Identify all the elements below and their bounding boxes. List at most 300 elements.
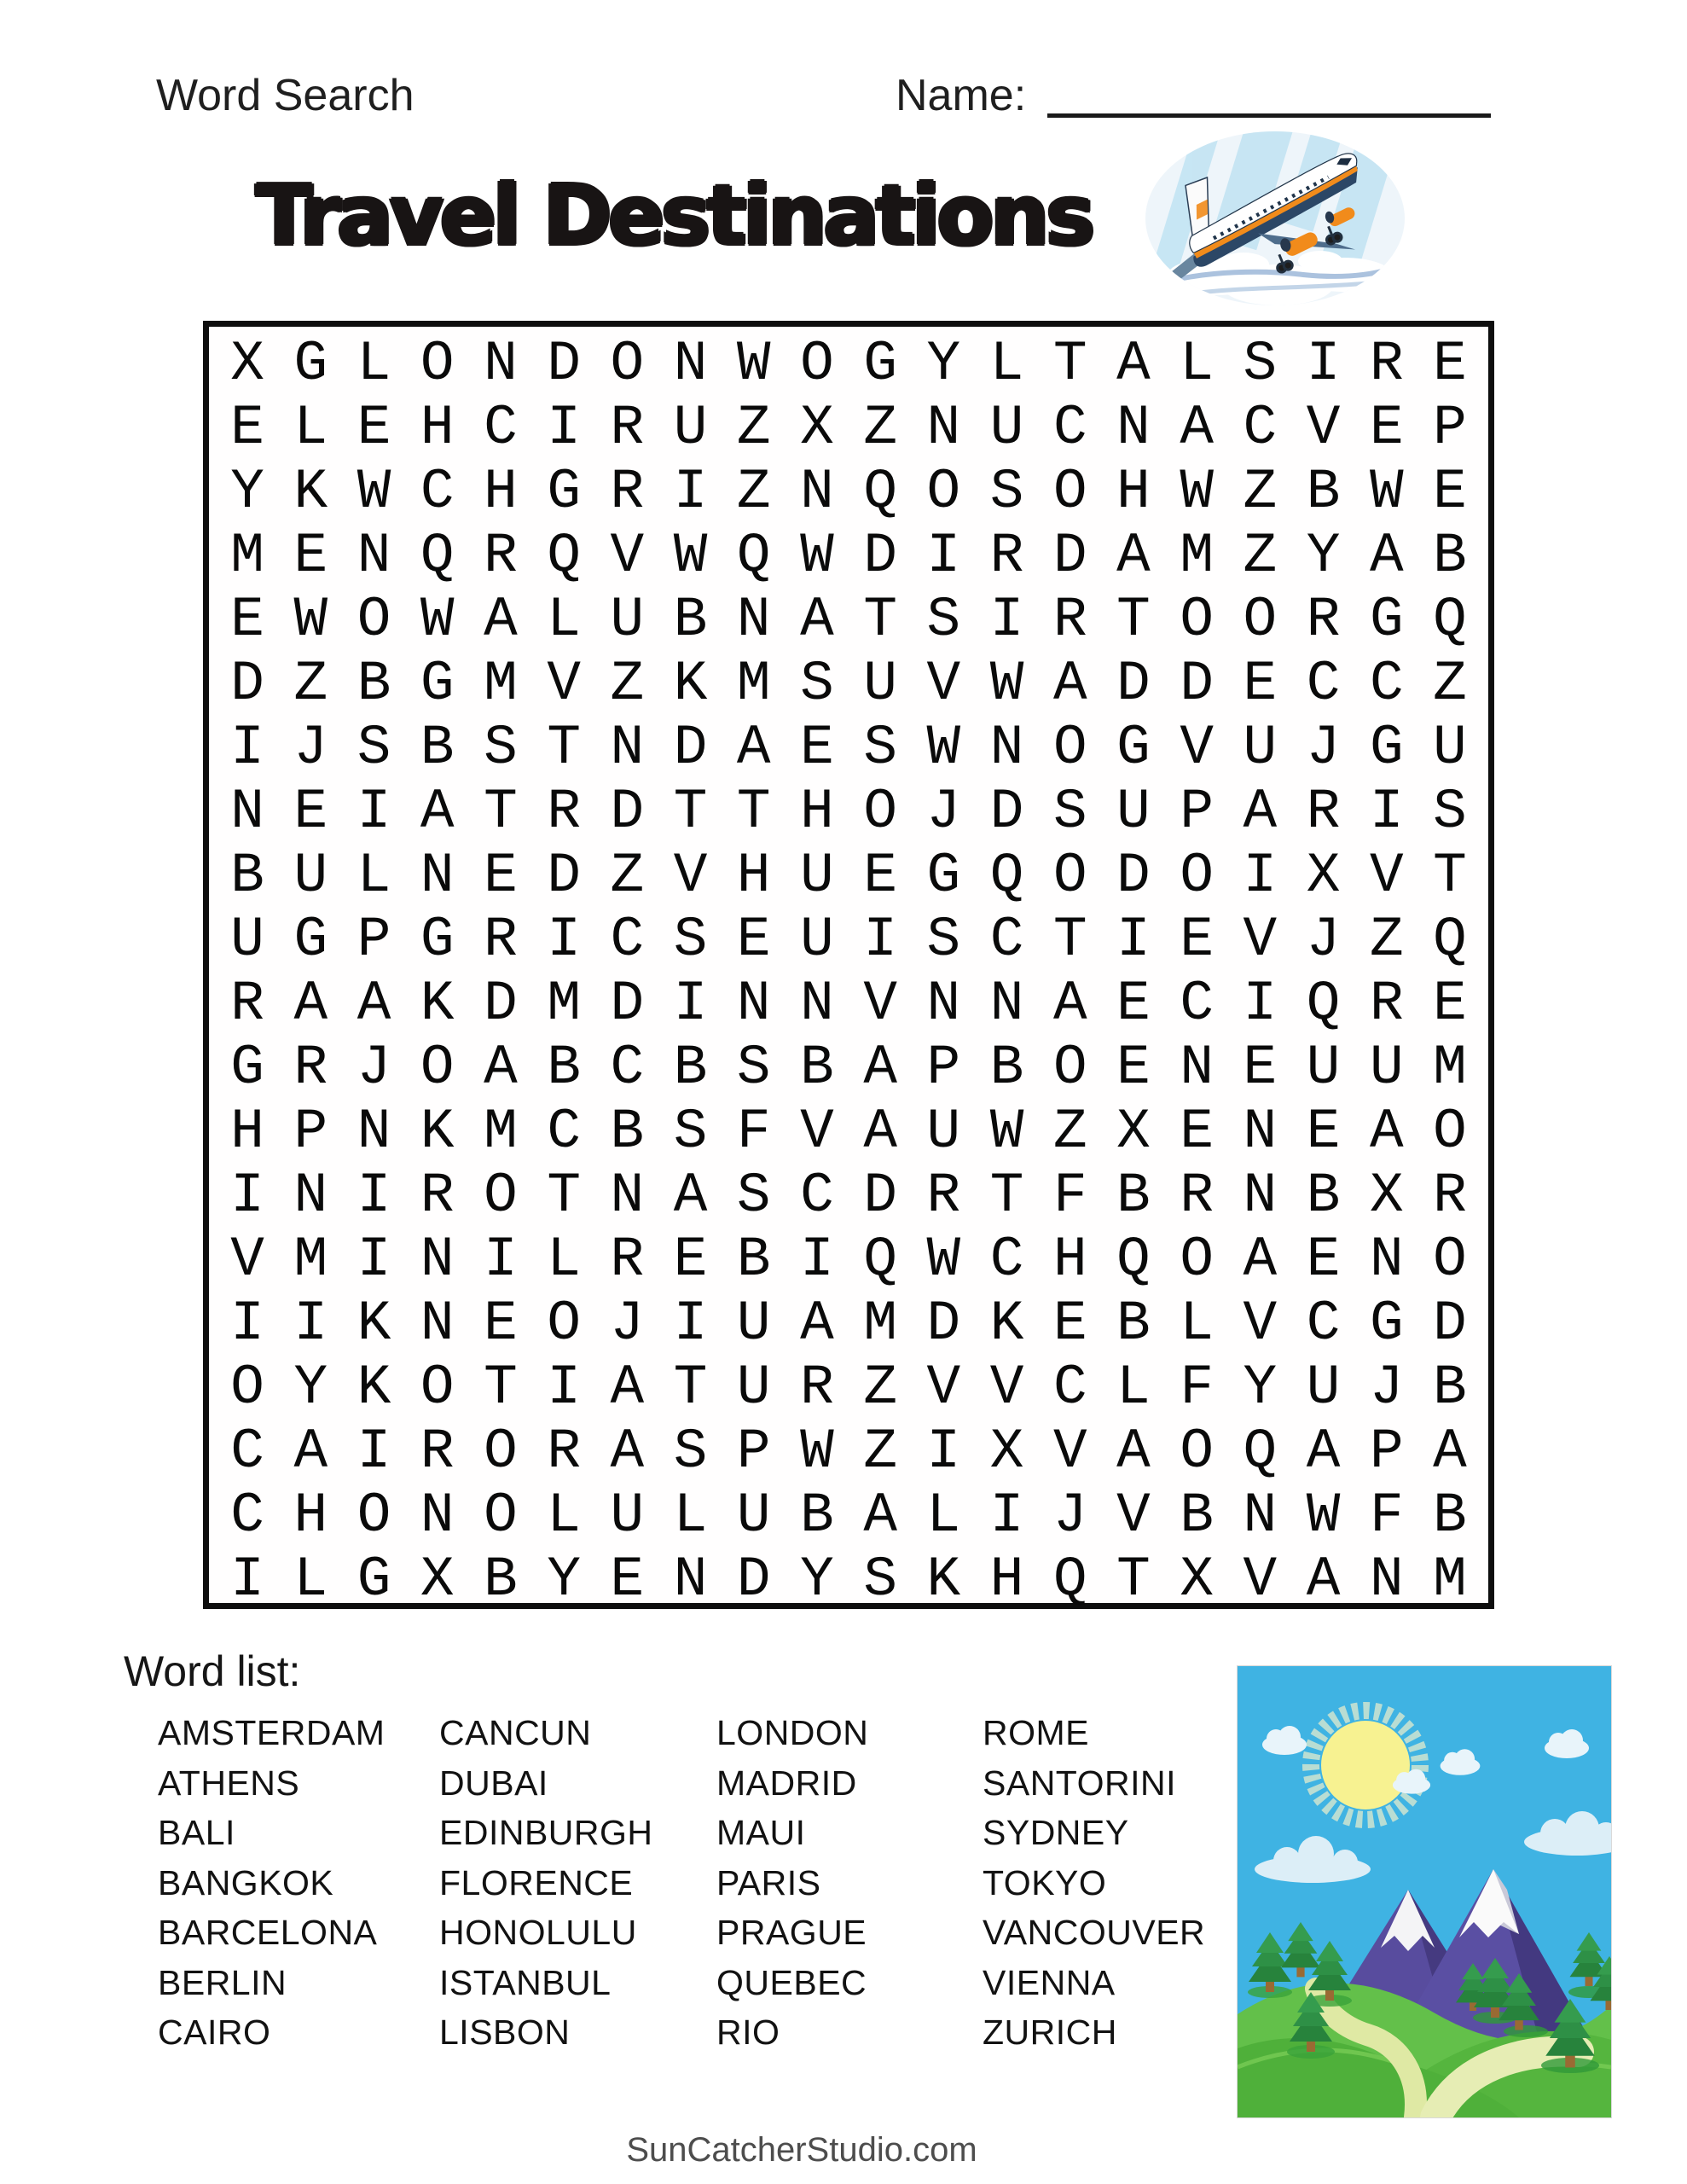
grid-letter: B	[736, 1228, 771, 1292]
grid-letter: E	[1306, 1100, 1341, 1164]
grid-letter: O	[1243, 588, 1278, 652]
grid-letter: A	[1243, 1228, 1278, 1292]
grid-letter: R	[926, 1164, 961, 1228]
grid-letter: N	[926, 972, 961, 1036]
grid-letter: Z	[610, 844, 645, 908]
grid-letter: E	[1116, 1036, 1151, 1100]
grid-letter: A	[1369, 524, 1404, 588]
grid-letter: V	[1306, 396, 1341, 460]
grid-letter: A	[484, 1036, 518, 1100]
grid-letter: J	[926, 780, 961, 844]
grid-letter: O	[420, 1356, 455, 1420]
grid-letter: I	[989, 588, 1024, 652]
word-list-item: FLORENCE	[439, 1862, 634, 1902]
grid-letter: R	[420, 1420, 455, 1484]
grid-row	[216, 780, 1481, 844]
grid-letter: W	[800, 524, 834, 588]
grid-letter: E	[357, 396, 391, 460]
grid-letter: A	[1433, 1420, 1467, 1484]
grid-letter: A	[293, 1420, 328, 1484]
grid-letter: B	[484, 1548, 518, 1612]
word-list-item: EDINBURGH	[439, 1813, 653, 1852]
grid-row	[216, 460, 1481, 524]
grid-letter: M	[484, 1100, 518, 1164]
grid-letter: D	[610, 972, 645, 1036]
grid-letter: R	[1306, 780, 1341, 844]
grid-letter: P	[926, 1036, 961, 1100]
grid-row	[216, 1420, 1481, 1484]
grid-letter: A	[610, 1356, 645, 1420]
grid-letter: K	[293, 460, 328, 524]
grid-letter: W	[800, 1420, 834, 1484]
grid-letter: I	[484, 1228, 518, 1292]
grid-letter: J	[1306, 908, 1341, 972]
grid-letter: S	[673, 908, 708, 972]
grid-letter: S	[673, 1420, 708, 1484]
grid-letter: O	[1052, 844, 1087, 908]
grid-letter: A	[484, 588, 518, 652]
grid-letter: U	[230, 908, 264, 972]
grid-letter: K	[989, 1292, 1024, 1356]
grid-letter: J	[357, 1036, 391, 1100]
grid-letter: C	[1052, 1356, 1087, 1420]
grid-letter: D	[1116, 652, 1151, 716]
grid-letter: P	[293, 1100, 328, 1164]
grid-letter: U	[1306, 1356, 1341, 1420]
grid-letter: Y	[800, 1548, 834, 1612]
word-list-item: ROME	[983, 1713, 1089, 1752]
grid-letter: D	[926, 1292, 961, 1356]
grid-letter: Q	[863, 1228, 897, 1292]
grid-letter: N	[1116, 396, 1151, 460]
grid-letter: E	[1052, 1292, 1087, 1356]
word-search-grid	[203, 321, 1494, 1612]
grid-letter: K	[926, 1548, 961, 1612]
grid-letter: G	[863, 332, 897, 396]
grid-letter: B	[1180, 1484, 1214, 1548]
grid-letter: Z	[1369, 908, 1404, 972]
grid-letter: W	[1369, 460, 1404, 524]
grid-letter: S	[926, 588, 961, 652]
grid-letter: T	[1052, 908, 1087, 972]
grid-letter: I	[673, 1292, 708, 1356]
grid-letter: E	[673, 1228, 708, 1292]
grid-letter: L	[1180, 1292, 1214, 1356]
grid-letter: T	[673, 780, 708, 844]
grid-row	[216, 1484, 1481, 1548]
grid-letter: V	[1116, 1484, 1151, 1548]
grid-letter: I	[357, 1164, 391, 1228]
grid-letter: Z	[1433, 652, 1467, 716]
grid-letter: O	[800, 332, 834, 396]
grid-letter: N	[610, 716, 645, 780]
grid-letter: L	[293, 396, 328, 460]
grid-letter: M	[293, 1228, 328, 1292]
grid-letter: C	[610, 1036, 645, 1100]
grid-letter: D	[547, 332, 581, 396]
grid-letter: W	[420, 588, 455, 652]
word-list-item: VANCOUVER	[983, 1913, 1206, 1952]
grid-letter: L	[1116, 1356, 1151, 1420]
word-list-item: PRAGUE	[716, 1913, 867, 1952]
grid-letter: V	[610, 524, 645, 588]
grid-letter: S	[357, 716, 391, 780]
grid-letter: Q	[863, 460, 897, 524]
grid-letter: T	[736, 780, 771, 844]
grid-letter: I	[547, 1356, 581, 1420]
grid-letter: Q	[1116, 1228, 1151, 1292]
mountain-landscape-illustration	[1237, 1665, 1612, 2118]
grid-letter: A	[1052, 972, 1087, 1036]
grid-letter: M	[547, 972, 581, 1036]
grid-letter: O	[1052, 460, 1087, 524]
grid-letter: E	[800, 716, 834, 780]
grid-letter: N	[673, 332, 708, 396]
grid-letter: R	[989, 524, 1024, 588]
grid-letter: B	[800, 1484, 834, 1548]
grid-letter: Y	[926, 332, 961, 396]
grid-letter: A	[610, 1420, 645, 1484]
grid-letter: Z	[1243, 460, 1278, 524]
grid-letter: V	[1180, 716, 1214, 780]
grid-letter: O	[1180, 1420, 1214, 1484]
grid-letter: A	[863, 1100, 897, 1164]
grid-letter: U	[1243, 716, 1278, 780]
grid-letter: L	[926, 1484, 961, 1548]
grid-letter: R	[293, 1036, 328, 1100]
grid-letter: H	[293, 1484, 328, 1548]
grid-letter: C	[230, 1420, 264, 1484]
grid-letter: I	[357, 780, 391, 844]
grid-letter: M	[1180, 524, 1214, 588]
grid-letter: D	[1433, 1292, 1467, 1356]
grid-letter: G	[926, 844, 961, 908]
word-list-item: ATHENS	[158, 1763, 300, 1803]
grid-letter: L	[357, 332, 391, 396]
grid-letter: C	[1243, 396, 1278, 460]
grid-letter: B	[1306, 460, 1341, 524]
grid-letter: U	[800, 908, 834, 972]
grid-row	[216, 908, 1481, 972]
grid-letter: L	[989, 332, 1024, 396]
grid-letter: E	[1433, 332, 1467, 396]
word-list-column	[158, 1708, 385, 2058]
grid-letter: X	[1180, 1548, 1214, 1612]
grid-letter: M	[863, 1292, 897, 1356]
grid-letter: R	[1369, 332, 1404, 396]
grid-row	[216, 396, 1481, 460]
word-list-item: ZURICH	[983, 2013, 1117, 2052]
grid-letter: K	[357, 1292, 391, 1356]
grid-letter: M	[736, 652, 771, 716]
grid-letter: W	[673, 524, 708, 588]
grid-letter: E	[1306, 1228, 1341, 1292]
grid-letter: Q	[1306, 972, 1341, 1036]
grid-letter: T	[1116, 588, 1151, 652]
grid-letter: W	[989, 652, 1024, 716]
grid-row	[216, 1164, 1481, 1228]
grid-letter: V	[989, 1356, 1024, 1420]
grid-letter: B	[989, 1036, 1024, 1100]
grid-letter: J	[1052, 1484, 1087, 1548]
grid-letter: N	[926, 396, 961, 460]
grid-letter: B	[357, 652, 391, 716]
grid-letter: I	[926, 1420, 961, 1484]
grid-letter: S	[1433, 780, 1467, 844]
grid-letter: Z	[1243, 524, 1278, 588]
grid-letter: V	[800, 1100, 834, 1164]
grid-letter: D	[1116, 844, 1151, 908]
grid-letter: R	[1369, 972, 1404, 1036]
grid-letter: H	[1052, 1228, 1087, 1292]
grid-letter: E	[484, 844, 518, 908]
name-input-line[interactable]	[1047, 60, 1491, 118]
grid-letter: T	[1052, 332, 1087, 396]
grid-letter: J	[293, 716, 328, 780]
grid-letter: O	[926, 460, 961, 524]
grid-letter: J	[1306, 716, 1341, 780]
grid-letter: T	[1433, 844, 1467, 908]
grid-letter: E	[736, 908, 771, 972]
grid-letter: A	[1052, 652, 1087, 716]
grid-letter: N	[800, 972, 834, 1036]
grid-letter: H	[420, 396, 455, 460]
grid-letter: R	[1433, 1164, 1467, 1228]
grid-letter: H	[484, 460, 518, 524]
grid-letter: Q	[736, 524, 771, 588]
grid-letter: P	[1180, 780, 1214, 844]
grid-letter: D	[1052, 524, 1087, 588]
grid-letter: C	[1306, 652, 1341, 716]
grid-letter: B	[1433, 1484, 1467, 1548]
word-list-item: QUEBEC	[716, 1962, 867, 2002]
grid-row	[216, 652, 1481, 716]
grid-letter: I	[547, 908, 581, 972]
grid-letter: N	[989, 716, 1024, 780]
word-list-item: CAIRO	[158, 2013, 271, 2052]
grid-letter: Y	[1243, 1356, 1278, 1420]
grid-letter: E	[1369, 396, 1404, 460]
grid-letter: I	[230, 1548, 264, 1612]
grid-letter: O	[420, 1036, 455, 1100]
grid-letter: C	[989, 908, 1024, 972]
grid-letter: O	[484, 1164, 518, 1228]
grid-letter: O	[357, 588, 391, 652]
grid-letter: Z	[863, 1356, 897, 1420]
page-title: Travel Destinations	[256, 167, 1093, 264]
grid-letter: B	[1433, 524, 1467, 588]
grid-letter: B	[673, 588, 708, 652]
grid-letter: B	[547, 1036, 581, 1100]
grid-letter: N	[1243, 1164, 1278, 1228]
grid-letter: N	[420, 1484, 455, 1548]
grid-letter: K	[357, 1356, 391, 1420]
grid-letter: N	[420, 1228, 455, 1292]
grid-letter: F	[1180, 1356, 1214, 1420]
grid-letter: L	[293, 1548, 328, 1612]
grid-letter: S	[1243, 332, 1278, 396]
grid-letter: E	[293, 524, 328, 588]
grid-letter: M	[230, 524, 264, 588]
grid-letter: E	[1433, 460, 1467, 524]
word-list-item: BARCELONA	[158, 1913, 378, 1952]
grid-letter: E	[1116, 972, 1151, 1036]
grid-letter: X	[1369, 1164, 1404, 1228]
grid-letter: R	[1180, 1164, 1214, 1228]
grid-letter: C	[420, 460, 455, 524]
grid-letter: N	[357, 524, 391, 588]
grid-row	[216, 716, 1481, 780]
grid-letter: O	[420, 332, 455, 396]
grid-letter: T	[1116, 1548, 1151, 1612]
grid-letter: W	[989, 1100, 1024, 1164]
grid-letter: A	[1116, 332, 1151, 396]
grid-letter: C	[230, 1484, 264, 1548]
grid-letter: T	[863, 588, 897, 652]
grid-letter: W	[1306, 1484, 1341, 1548]
grid-letter: C	[1369, 652, 1404, 716]
grid-letter: U	[1369, 1036, 1404, 1100]
grid-letter: D	[863, 1164, 897, 1228]
grid-letter: N	[736, 972, 771, 1036]
word-list-item: AMSTERDAM	[158, 1713, 386, 1752]
grid-letter: N	[736, 588, 771, 652]
word-list-item: TOKYO	[983, 1862, 1107, 1902]
grid-row	[216, 1356, 1481, 1420]
grid-letter: E	[1433, 972, 1467, 1036]
grid-letter: E	[610, 1548, 645, 1612]
grid-letter: A	[357, 972, 391, 1036]
grid-row	[216, 844, 1481, 908]
grid-letter: N	[1369, 1548, 1404, 1612]
grid-letter: Z	[863, 396, 897, 460]
grid-letter: S	[863, 716, 897, 780]
grid-letter: I	[673, 972, 708, 1036]
grid-letter: S	[736, 1164, 771, 1228]
grid-letter: V	[863, 972, 897, 1036]
grid-letter: S	[989, 460, 1024, 524]
word-list-column	[983, 1708, 1205, 2058]
grid-letter: G	[230, 1036, 264, 1100]
grid-letter: B	[673, 1036, 708, 1100]
grid-letter: W	[293, 588, 328, 652]
grid-letter: V	[926, 1356, 961, 1420]
grid-letter: T	[989, 1164, 1024, 1228]
grid-letter: D	[1180, 652, 1214, 716]
grid-letter: U	[1306, 1036, 1341, 1100]
grid-row	[216, 1228, 1481, 1292]
grid-letter: F	[1369, 1484, 1404, 1548]
grid-letter: H	[1116, 460, 1151, 524]
word-list-column	[439, 1708, 653, 2058]
grid-letter: R	[800, 1356, 834, 1420]
grid-letter: D	[736, 1548, 771, 1612]
grid-letter: I	[863, 908, 897, 972]
grid-letter: W	[736, 332, 771, 396]
word-list-item: VIENNA	[983, 1962, 1116, 2002]
grid-letter: O	[1433, 1228, 1467, 1292]
grid-letter: J	[610, 1292, 645, 1356]
grid-letter: H	[800, 780, 834, 844]
grid-letter: P	[736, 1420, 771, 1484]
grid-letter: R	[610, 460, 645, 524]
grid-letter: U	[610, 1484, 645, 1548]
grid-letter: I	[1116, 908, 1151, 972]
grid-letter: O	[1180, 844, 1214, 908]
grid-row	[216, 1292, 1481, 1356]
grid-letter: U	[293, 844, 328, 908]
grid-letter: U	[926, 1100, 961, 1164]
grid-letter: A	[1306, 1420, 1341, 1484]
grid-letter: N	[1243, 1100, 1278, 1164]
grid-letter: D	[484, 972, 518, 1036]
grid-letter: N	[673, 1548, 708, 1612]
grid-letter: O	[484, 1484, 518, 1548]
grid-letter: W	[1180, 460, 1214, 524]
grid-letter: P	[1433, 396, 1467, 460]
grid-letter: D	[230, 652, 264, 716]
grid-letter: A	[293, 972, 328, 1036]
grid-letter: H	[989, 1548, 1024, 1612]
grid-letter: B	[1433, 1356, 1467, 1420]
grid-letter: L	[357, 844, 391, 908]
grid-letter: X	[1116, 1100, 1151, 1164]
grid-letter: D	[989, 780, 1024, 844]
grid-letter: K	[673, 652, 708, 716]
grid-letter: L	[547, 1228, 581, 1292]
word-list-item: RIO	[716, 2013, 780, 2052]
word-list-item: BALI	[158, 1813, 235, 1852]
word-list-item: ISTANBUL	[439, 1962, 612, 2002]
grid-letter: L	[547, 588, 581, 652]
grid-letter: G	[420, 652, 455, 716]
grid-letter: A	[1116, 1420, 1151, 1484]
grid-letter: D	[673, 716, 708, 780]
grid-letter: O	[230, 1356, 264, 1420]
grid-row	[216, 332, 1481, 396]
grid-letter: R	[420, 1164, 455, 1228]
grid-letter: E	[1243, 1036, 1278, 1100]
grid-letter: H	[230, 1100, 264, 1164]
grid-letter: A	[420, 780, 455, 844]
grid-letter: D	[863, 524, 897, 588]
grid-letter: Z	[610, 652, 645, 716]
grid-letter: N	[989, 972, 1024, 1036]
grid-letter: J	[1369, 1356, 1404, 1420]
grid-letter: Q	[1243, 1420, 1278, 1484]
grid-letter: V	[230, 1228, 264, 1292]
grid-letter: W	[357, 460, 391, 524]
grid-letter: I	[547, 396, 581, 460]
grid-letter: G	[547, 460, 581, 524]
grid-letter: T	[484, 780, 518, 844]
grid-letter: S	[673, 1100, 708, 1164]
grid-letter: I	[230, 1164, 264, 1228]
grid-letter: N	[293, 1164, 328, 1228]
grid-letter: V	[1243, 1292, 1278, 1356]
grid-letter: G	[420, 908, 455, 972]
grid-letter: Q	[420, 524, 455, 588]
grid-letter: Y	[293, 1356, 328, 1420]
grid-letter: I	[293, 1292, 328, 1356]
grid-letter: Z	[736, 396, 771, 460]
grid-letter: A	[1243, 780, 1278, 844]
word-list-item: DUBAI	[439, 1763, 548, 1803]
grid-letter: A	[673, 1164, 708, 1228]
grid-letter: R	[547, 780, 581, 844]
airplane-illustration	[1141, 126, 1410, 314]
grid-letter: V	[1052, 1420, 1087, 1484]
